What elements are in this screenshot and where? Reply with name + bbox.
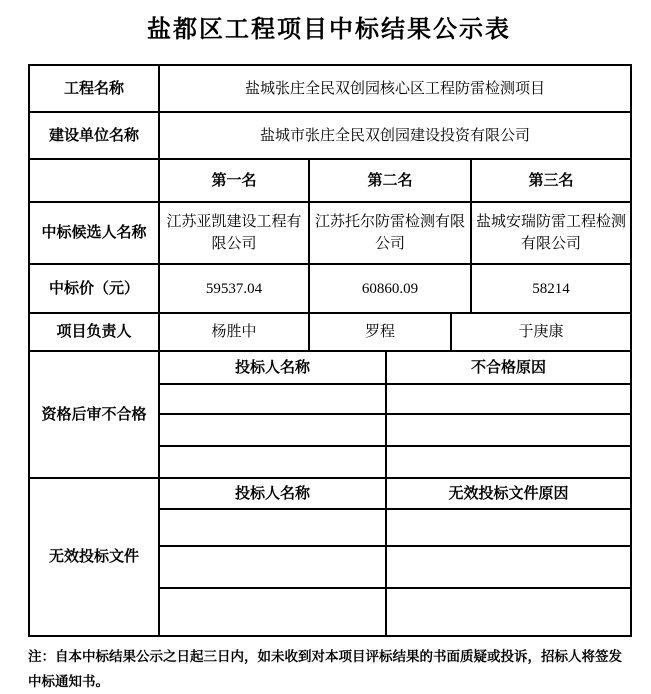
bid-price-3: 58214 [471, 264, 631, 313]
project-manager-3: 于庚康 [451, 313, 631, 351]
invalidbid-reason-header: 无效投标文件原因 [386, 478, 631, 509]
invalidbid-reason-cell [386, 588, 631, 636]
project-manager-2: 罗程 [309, 313, 451, 351]
postqual-bidder-cell [159, 446, 386, 478]
postqual-reason-cell [386, 384, 631, 414]
rank-header-third: 第三名 [471, 159, 631, 202]
row-project-name [29, 65, 631, 112]
row-candidates [29, 202, 631, 264]
invalidbid-bidder-cell [159, 546, 386, 588]
candidates-label: 中标候选人名称 [29, 202, 159, 264]
postqual-reason-header: 不合格原因 [386, 351, 631, 384]
postqual-bidder-cell [159, 384, 386, 414]
postqual-bidder-cell [159, 414, 386, 446]
project-name-value: 盐城张庄全民双创园核心区工程防雷检测项目 [159, 65, 631, 112]
project-manager-label: 项目负责人 [29, 313, 159, 351]
owner-name-label: 建设单位名称 [29, 112, 159, 159]
row-invalidbid-header [29, 478, 631, 509]
rank-header-first: 第一名 [159, 159, 309, 202]
invalidbid-label: 无效投标文件 [29, 478, 159, 636]
candidate-3: 盐城安瑞防雷工程检测有限公司 [471, 202, 631, 264]
page-title: 盐都区工程项目中标结果公示表 [147, 16, 511, 43]
owner-name-value: 盐城市张庄全民双创园建设投资有限公司 [159, 112, 631, 159]
row-postqual-header [29, 351, 631, 384]
rank-header-spacer [29, 159, 159, 202]
postqual-bidder-header: 投标人名称 [159, 351, 386, 384]
invalidbid-bidder-cell [159, 509, 386, 546]
invalidbid-reason-cell [386, 546, 631, 588]
rank-header-second: 第二名 [309, 159, 471, 202]
postqual-reason-cell [386, 414, 631, 446]
project-name-label: 工程名称 [29, 65, 159, 112]
postqual-reason-cell [386, 446, 631, 478]
bid-price-1: 59537.04 [159, 264, 309, 313]
row-owner-name [29, 112, 631, 159]
candidate-2: 江苏托尔防雷检测有限公司 [309, 202, 471, 264]
project-manager-1: 杨胜中 [159, 313, 309, 351]
footnote: 注：自本中标结果公示之日起三日内，如未收到对本项目评标结果的书面质疑或投诉，招标人将签发中标通知书。 [28, 649, 622, 689]
row-bid-price [29, 264, 631, 313]
bid-results-table [28, 64, 632, 637]
invalidbid-reason-cell [386, 509, 631, 546]
document-page [0, 14, 651, 694]
postqual-label: 资格后审不合格 [29, 351, 159, 478]
bid-price-label: 中标价（元） [29, 264, 159, 313]
row-project-manager [29, 313, 631, 351]
candidate-1: 江苏亚凯建设工程有限公司 [159, 202, 309, 264]
invalidbid-bidder-cell [159, 588, 386, 636]
row-rank-headers [29, 159, 631, 202]
bid-price-2: 60860.09 [309, 264, 471, 313]
invalidbid-bidder-header: 投标人名称 [159, 478, 386, 509]
